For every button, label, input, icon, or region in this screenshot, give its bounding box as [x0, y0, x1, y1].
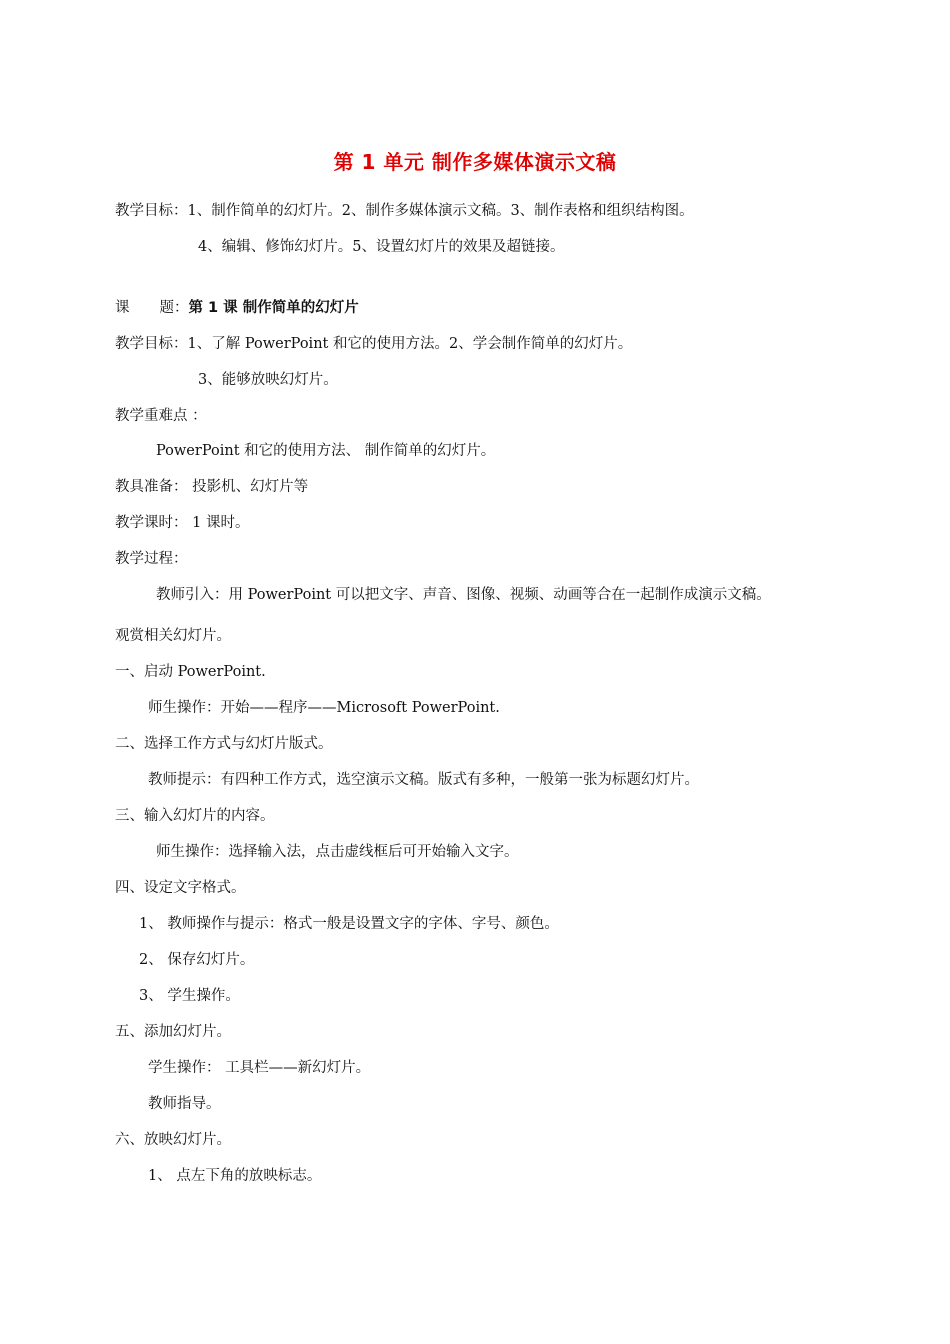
step2-heading: 二、选择工作方式与幻灯片版式。	[115, 736, 333, 752]
step1-heading: 一、启动 PowerPoint.	[115, 664, 266, 680]
lesson-goals-label: 教学目标：	[115, 336, 188, 352]
lesson-title-line	[115, 298, 359, 318]
unit-goals-line2: 4、编辑、修饰幻灯片。5、设置幻灯片的效果及超链接。	[198, 239, 565, 255]
lesson-goals-line2: 3、能够放映幻灯片。	[198, 372, 338, 388]
equipment-line: 教具准备： 投影机、幻灯片等	[115, 479, 309, 495]
lesson-goals-text1: 1、了解 PowerPoint 和它的使用方法。2、学会制作简单的幻灯片。	[187, 336, 633, 352]
unit-goals-label: 教学目标：	[115, 203, 188, 219]
key-points-label: 教学重难点 ：	[115, 408, 207, 424]
unit-goals-text1: 1、制作简单的幻灯片。2、制作多媒体演示文稿。3、制作表格和组织结构图。	[187, 203, 694, 219]
step5-detail2: 教师指导。	[148, 1096, 221, 1112]
lesson-label-part2: 题：	[159, 300, 189, 316]
lesson-goals-line1	[115, 334, 632, 354]
step1-detail: 师生操作：开始——程序——Microsoft PowerPoint.	[148, 700, 500, 716]
step5-detail1: 学生操作： 工具栏——新幻灯片。	[148, 1060, 371, 1076]
process-label: 教学过程：	[115, 551, 188, 567]
step3-detail: 师生操作：选择输入法，点击虚线框后可开始输入文字。	[156, 844, 519, 860]
step2-detail: 教师提示：有四种工作方式，选空演示文稿。版式有多种，一般第一张为标题幻灯片。	[148, 772, 699, 788]
step4-subitem1: 1、 教师操作与提示：格式一般是设置文字的字体、字号、颜色。	[139, 916, 559, 932]
step5-heading: 五、添加幻灯片。	[115, 1024, 231, 1040]
document-title: 第 1 单元 制作多媒体演示文稿	[333, 150, 617, 174]
step4-subitem2: 2、 保存幻灯片。	[139, 952, 255, 968]
step6-subitem1: 1、 点左下角的放映标志。	[148, 1168, 322, 1184]
intro-line2: 观赏相关幻灯片。	[115, 628, 231, 644]
intro-line1: 教师引入：用 PowerPoint 可以把文字、声音、图像、视频、动画等合在一起制作成演示文稿。	[156, 587, 771, 603]
step6-heading: 六、放映幻灯片。	[115, 1132, 231, 1148]
step4-heading: 四、设定文字格式。	[115, 880, 246, 896]
unit-goals-line1	[115, 201, 694, 221]
key-points-content: PowerPoint 和它的使用方法、 制作简单的幻灯片。	[156, 443, 496, 459]
step4-subitem3: 3、 学生操作。	[139, 988, 240, 1004]
hours-line: 教学课时： 1 课时。	[115, 515, 250, 531]
lesson-label-part1: 课	[115, 300, 130, 316]
lesson-title: 第 1 课 制作简单的幻灯片	[188, 300, 359, 316]
step3-heading: 三、输入幻灯片的内容。	[115, 808, 275, 824]
